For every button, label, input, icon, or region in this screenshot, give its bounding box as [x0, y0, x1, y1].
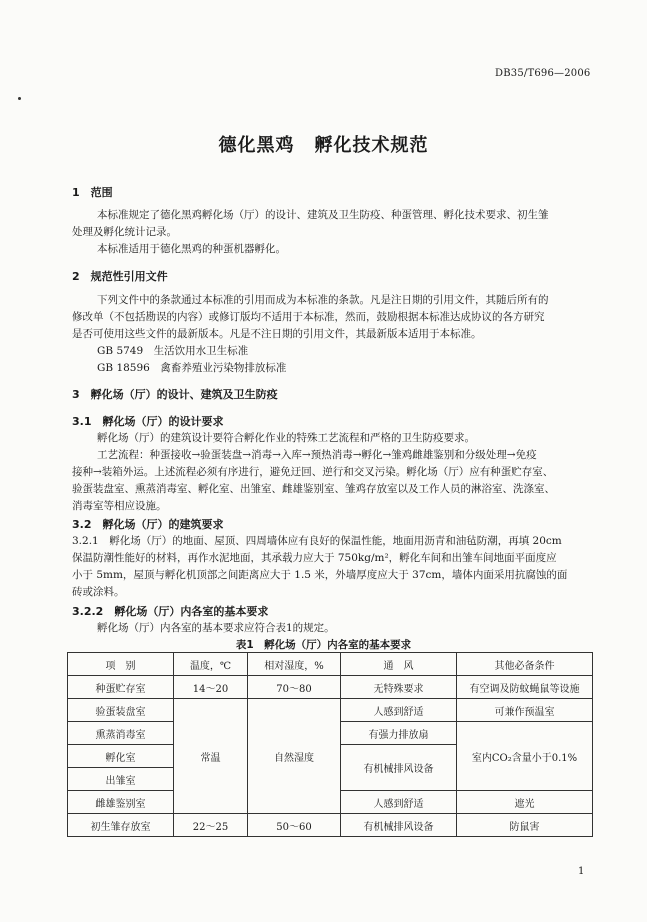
- cell-ventilation: 无特殊要求: [341, 676, 457, 699]
- page-number: 1: [578, 866, 585, 877]
- section-1-heading: 1 范围: [72, 186, 113, 199]
- s2-ref-2: GB 18596 禽畜养殖业污染物排放标准: [97, 362, 287, 374]
- header-item: 项 别: [68, 653, 174, 676]
- s2-line-1: 下列文件中的条款通过本标准的引用而成为本标准的条款。凡是注日期的引用文件，其随后所有的: [97, 294, 549, 306]
- s2-line-3: 是否可使用这些文件的最新版本。凡是不注日期的引用文件，其最新版本适用于本标准。: [72, 328, 482, 340]
- cell-ventilation: 人感到舒适: [341, 791, 457, 814]
- requirements-table: [67, 652, 593, 837]
- table-row: [68, 676, 593, 699]
- table-caption: 表1 孵化场（厅）内各室的基本要求: [235, 639, 412, 651]
- standard-number: DB35/T696—2006: [495, 68, 591, 79]
- cell-room: 熏蒸消毒室: [68, 722, 174, 745]
- title-part1: 德化黑鸡: [218, 135, 295, 156]
- s1-line-3: 本标准适用于德化黑鸡的种蛋机器孵化。: [97, 243, 286, 255]
- cell-humidity: 50～60: [248, 814, 341, 837]
- scan-speck: [18, 97, 21, 100]
- s321-line-3: 小于 5mm，屋顶与孵化机顶部之间距离应大于 1.5 米，外墙厚度应大于 37cm，墙体内面采用抗腐蚀的面: [72, 569, 568, 581]
- cell-temp: 22～25: [174, 814, 248, 837]
- section-3-2-heading: 3.2 孵化场（厅）的建筑要求: [72, 518, 224, 531]
- section-3-2-2-heading: 3.2.2 孵化场（厅）内各室的基本要求: [72, 605, 269, 618]
- cell-room: 种蛋贮存室: [68, 676, 174, 699]
- section-2-heading: 2 规范性引用文件: [72, 270, 168, 283]
- header-ventilation: 通 风: [341, 653, 457, 676]
- s31-line-3: 接种→装箱外运。上述流程必须有序进行，避免迂回、逆行和交叉污染。孵化场（厅）应有种蛋贮存室、: [72, 466, 554, 478]
- title-part2: 孵化技术规范: [314, 135, 429, 156]
- cell-room: 初生雏存放室: [68, 814, 174, 837]
- s31-line-4: 验蛋装盘室、熏蒸消毒室、孵化室、出雏室、雌雄鉴别室、雏鸡存放室以及工作人员的淋浴室、洗涤室、: [72, 483, 555, 495]
- cell-other: 防鼠害: [457, 814, 593, 837]
- cell-temp-merged: 常温: [174, 699, 248, 814]
- table-row: [68, 814, 593, 837]
- cell-other: 有空调及防蚊蝇鼠等设施: [457, 676, 593, 699]
- cell-ventilation-merged: 有机械排风设备: [341, 745, 457, 791]
- cell-humidity: 70～80: [248, 676, 341, 699]
- cell-room: 孵化室: [68, 745, 174, 768]
- cell-other-merged: 室内CO₂含量小于0.1%: [457, 722, 593, 791]
- s322-line-1: 孵化场（厅）内各室的基本要求应符合表1的规定。: [97, 622, 335, 634]
- s2-ref-1: GB 5749 生活饮用水卫生标准: [97, 345, 249, 357]
- table-header-row: [68, 653, 593, 676]
- s1-line-1: 本标准规定了德化黑鸡孵化场（厅）的设计、建筑及卫生防疫、种蛋管理、孵化技术要求、初生雏: [97, 209, 549, 221]
- header-temperature: 温度，℃: [174, 653, 248, 676]
- cell-temp: 14～20: [174, 676, 248, 699]
- s31-line-2: 工艺流程：种蛋接收→验蛋装盘→消毒→入库→预热消毒→孵化→雏鸡雌雄鉴别和分级处理→免疫: [97, 449, 537, 461]
- cell-room: 出雏室: [68, 768, 174, 791]
- s321-line-2: 保温防潮性能好的材料，再作水泥地面，其承载力应大于 750kg/m²，孵化车间和出雏车间地面平面度应: [72, 552, 557, 564]
- s321-line-4: 砖或涂料。: [72, 586, 125, 598]
- s321-line-1: 3.2.1 孵化场（厅）的地面、屋顶、四周墙体应有良好的保温性能，地面用沥青和油毡防潮，再填 20cm: [72, 535, 562, 547]
- cell-room: 验蛋装盘室: [68, 699, 174, 722]
- cell-ventilation: 有机械排风设备: [341, 814, 457, 837]
- section-3-1-heading: 3.1 孵化场（厅）的设计要求: [72, 415, 224, 428]
- cell-other: 遮光: [457, 791, 593, 814]
- section-3-heading: 3 孵化场（厅）的设计、建筑及卫生防疫: [72, 388, 278, 401]
- header-other: 其他必备条件: [457, 653, 593, 676]
- page-title: [0, 131, 647, 157]
- table-row: [68, 699, 593, 722]
- s2-line-2: 修改单（不包括勘误的内容）或修订版均不适用于本标准，然而，鼓励根据本标准达成协议的各方研究: [72, 311, 545, 323]
- cell-humidity-merged: 自然湿度: [248, 699, 341, 814]
- cell-other: 可兼作预温室: [457, 699, 593, 722]
- s1-line-2: 处理及孵化统计记录。: [72, 226, 177, 238]
- cell-ventilation: 有强力排放扇: [341, 722, 457, 745]
- s31-line-1: 孵化场（厅）的建筑设计要符合孵化作业的特殊工艺流程和严格的卫生防疫要求。: [97, 432, 475, 444]
- cell-ventilation: 人感到舒适: [341, 699, 457, 722]
- s31-line-5: 消毒室等相应设施。: [72, 500, 167, 512]
- cell-room: 雌雄鉴别室: [68, 791, 174, 814]
- header-humidity: 相对湿度，%: [248, 653, 341, 676]
